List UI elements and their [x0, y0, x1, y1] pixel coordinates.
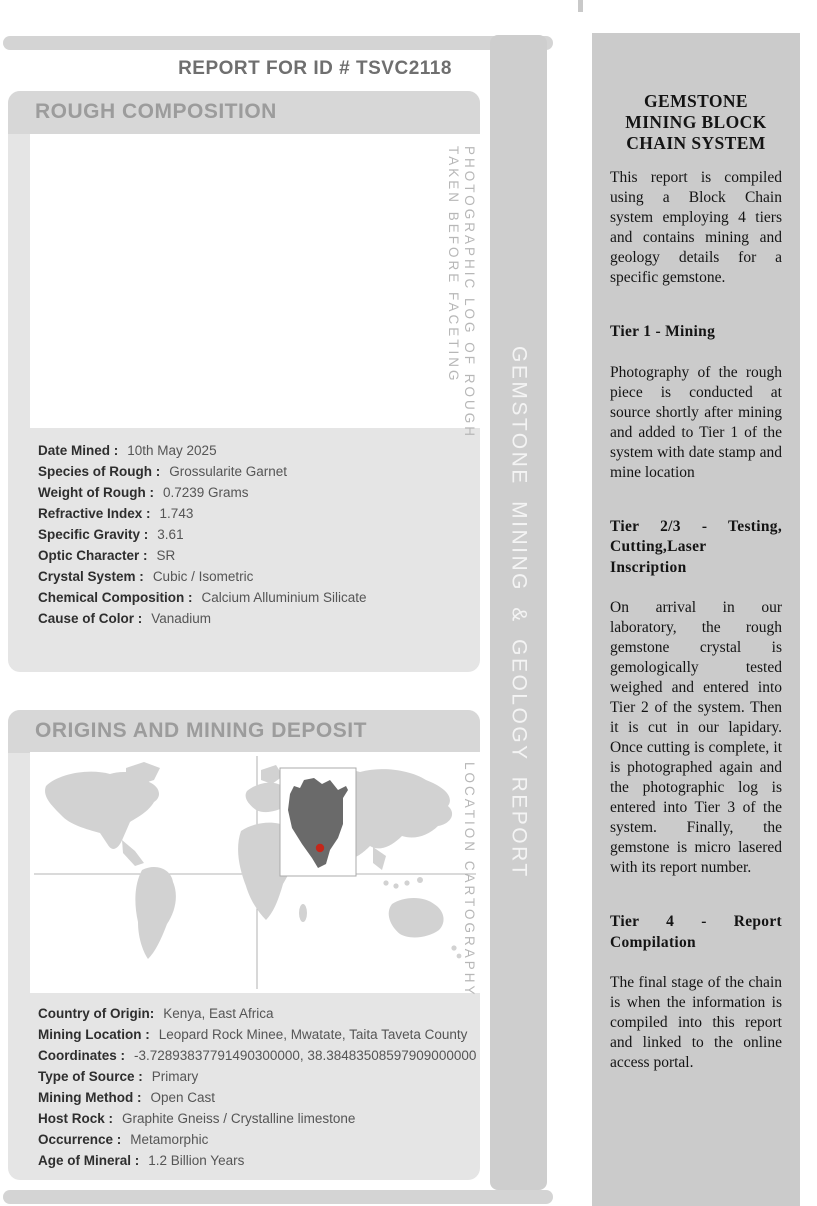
map-north-america [45, 772, 159, 849]
map-indonesia-3 [404, 880, 409, 885]
field-optic-character: Optic Character : SR [38, 548, 176, 563]
map-island [439, 820, 444, 825]
map-new-zealand-1 [451, 945, 456, 950]
field-refractive-index: Refractive Index : 1.743 [38, 506, 194, 521]
world-map [30, 752, 480, 993]
page-top-tick [578, 0, 583, 12]
section-rough-composition [8, 91, 480, 672]
tier4-heading: Tier 4 - Report Compilation [610, 913, 782, 951]
map-caption-text: LOCATION CARTOGRAPHY [462, 762, 477, 998]
tier1-paragraph: Photography of the rough piece is conducted at source shortly after mining and added to Tier 1 of the system with date stamp and mine location [610, 363, 782, 481]
field-occurrence: Occurrence : Metamorphic [38, 1132, 209, 1147]
origins-fields [38, 1003, 476, 1171]
field-host-rock: Host Rock : Graphite Gneiss / Crystalline limestone [38, 1111, 356, 1126]
field-chemical-composition: Chemical Composition : Calcium Alluminium Silicate [38, 590, 367, 605]
field-country-of-origin: Country of Origin: Kenya, East Africa [38, 1006, 274, 1021]
field-cause-of-color: Cause of Color : Vanadium [38, 611, 212, 626]
vertical-report-strip [490, 35, 547, 1190]
card-bottom-edge [3, 1190, 553, 1204]
field-crystal-system: Crystal System : Cubic / Isometric [38, 569, 254, 584]
section-rough-title-band [8, 91, 480, 134]
section-origins-mining-deposit [8, 710, 480, 1180]
map-caption-vertical [461, 762, 477, 998]
vertical-report-strip-text: GEMSTONE MINING & GEOLOGY REPORT [507, 346, 531, 879]
mine-location-marker [316, 844, 324, 852]
map-central-america [122, 840, 144, 866]
map-japan [431, 809, 437, 815]
photo-caption-vertical [445, 146, 477, 439]
field-date-mined: Date Mined : 10th May 2025 [38, 443, 217, 458]
field-mining-method: Mining Method : Open Cast [38, 1090, 216, 1105]
sidebar-heading: GEMSTONE MINING BLOCK CHAIN SYSTEM [625, 91, 767, 153]
rough-fields [38, 440, 367, 629]
photo-caption-line2: TAKEN BEFORE FACETING [446, 146, 461, 384]
photo-caption-line1: PHOTOGRAPHIC LOG OF ROUGH [462, 146, 477, 440]
field-type-of-source: Type of Source : Primary [38, 1069, 199, 1084]
map-south-america [135, 867, 176, 959]
map-indonesia-2 [393, 883, 398, 888]
tier4-paragraph: The final stage of the chain is when the information is compiled into this report and linked to the online access portal. [610, 974, 782, 1071]
field-age-of-mineral: Age of Mineral : 1.2 Billion Years [38, 1153, 245, 1168]
blockchain-info-sidebar [592, 33, 800, 1206]
section-origins-title: ORIGINS AND MINING DEPOSIT [35, 719, 367, 742]
map-madagascar [299, 904, 307, 922]
field-species: Species of Rough : Grossularite Garnet [38, 464, 288, 479]
page-title: REPORT FOR ID # TSVC2118 [178, 58, 452, 79]
rough-photo-panel [30, 134, 480, 440]
card-top-edge [3, 36, 553, 50]
field-specific-gravity: Specific Gravity : 3.61 [38, 527, 184, 542]
map-new-guinea [417, 877, 423, 883]
map-australia [389, 898, 444, 937]
field-weight: Weight of Rough : 0.7239 Grams [38, 485, 249, 500]
tier23-heading: Tier 2/3 - Testing, Cutting,Laser Inscription [610, 517, 782, 576]
map-panel [30, 752, 480, 998]
map-southeast-asia [373, 847, 386, 870]
section-origins-title-band [8, 710, 480, 753]
field-coordinates: Coordinates : -3.72893837791490300000, 38.38483508597909000000 [38, 1048, 477, 1063]
tier1-heading: Tier 1 - Mining [610, 323, 716, 340]
sidebar-intro-paragraph: This report is compiled using a Block Chain system employing 4 tiers and contains mining and geology details for a specific gemstone. [610, 169, 782, 286]
tier23-paragraph: On arrival in our laboratory, the rough gemstone crystal is gemologically tested weighed and entered into Tier 2 of the system. Then it is cut in our lapidary. Once cutting is complete, it is photographed again and the photographic log is entered into Tier 3 of the system. Finally, the gemstone is micro lasered with its report number. [610, 599, 782, 876]
field-mining-location: Mining Location : Leopard Rock Minee, Mwatate, Taita Taveta County [38, 1027, 468, 1042]
map-indonesia-1 [383, 880, 388, 885]
section-rough-title: ROUGH COMPOSITION [35, 100, 277, 123]
